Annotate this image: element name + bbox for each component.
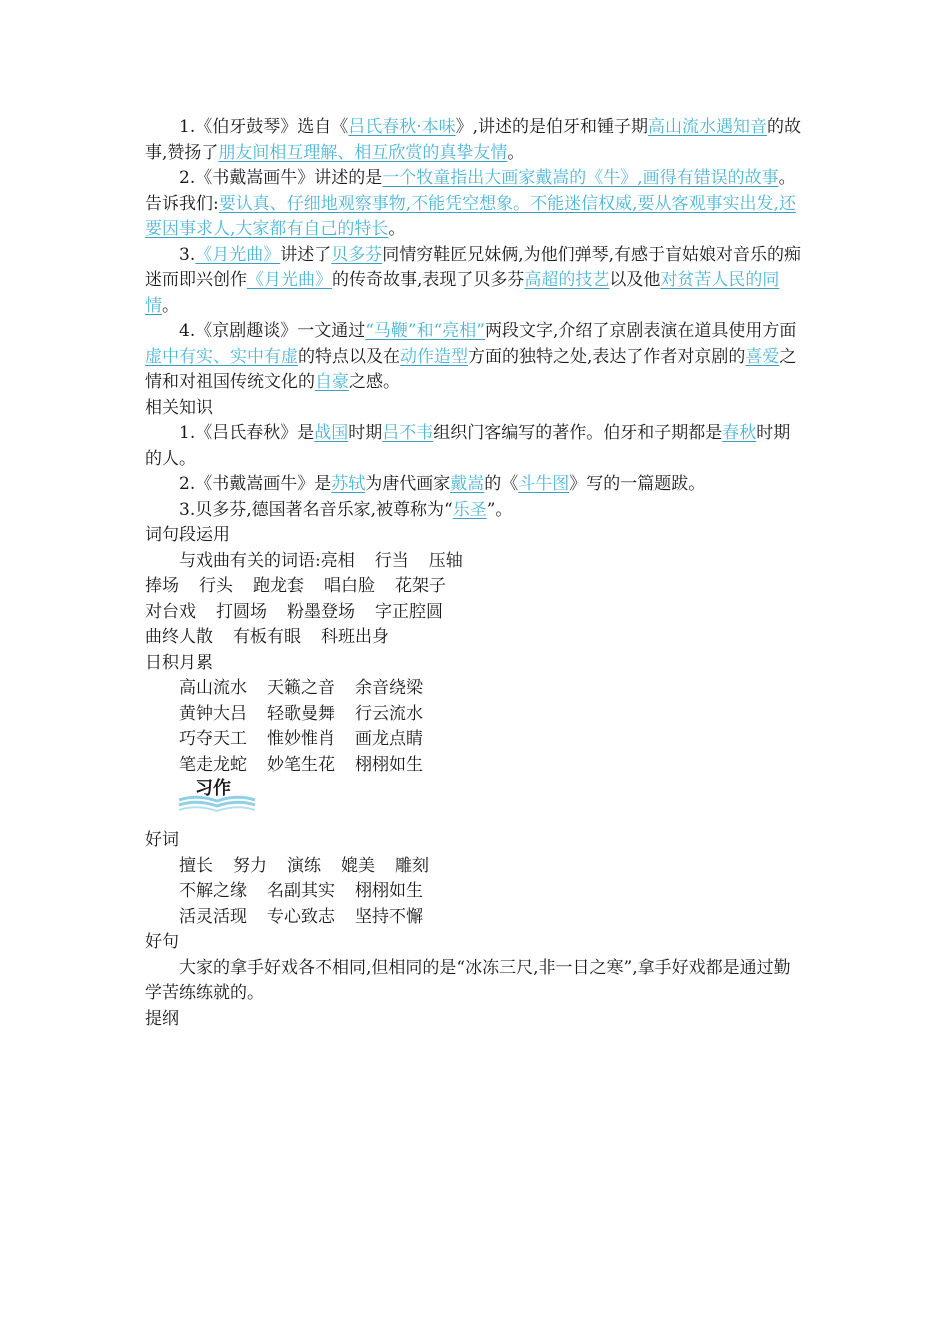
question-text: 。 [388, 219, 406, 239]
word-item: 媲美 [341, 855, 375, 876]
answer-text: 戴嵩 [450, 474, 485, 494]
answer-text: 战国 [314, 423, 349, 443]
idiom-item: 巧夺天工 [179, 729, 247, 749]
question-text: 1.《吕氏春秋》是 [179, 423, 315, 443]
question-text: 组织门客编写的著作。伯牙和子期都是 [433, 423, 723, 443]
question-text: 的《 [484, 474, 519, 494]
question-text: 以及他 [609, 270, 661, 290]
word-item: 行当 [374, 550, 409, 571]
word-item: 演练 [287, 855, 321, 876]
answer-text: 动作造型 [400, 346, 468, 367]
answer-text: 乐圣 [452, 499, 487, 520]
word-usage-heading: 词句段运用 [145, 525, 230, 545]
idiom-list [145, 676, 805, 778]
word-item: 科班出身 [321, 627, 389, 647]
worksheet-page [145, 115, 805, 1032]
answer-text: 吕氏春秋·本味 [348, 117, 456, 137]
lesson-note-3 [145, 243, 805, 320]
word-item: 雕刻 [395, 855, 429, 876]
idiom-item: 轻歌曼舞 [267, 703, 335, 724]
answer-text: 虚中有实、实中有虚 [145, 346, 298, 367]
question-text: ”。 [486, 499, 513, 520]
question-text: 3.贝多芬,德国著名音乐家,被尊称为“ [179, 499, 453, 520]
good-sentence: 大家的拿手好戏各不相同,但相同的是“冰冻三尺,非一日之寒”,拿手好戏都是通过勤学苦练练就的。 [145, 957, 791, 1003]
word-item: 栩栩如生 [355, 881, 423, 901]
related-knowledge-heading: 相关知识 [145, 397, 213, 418]
answer-text: 高超的技艺 [524, 270, 610, 290]
word-item: 对台戏 [145, 601, 196, 622]
word-item: 曲终人散 [145, 627, 213, 647]
word-item: 花架子 [395, 576, 446, 596]
idiom-item: 惟妙惟肖 [267, 729, 335, 749]
related-note-1 [145, 421, 805, 472]
idiom-item: 余音绕梁 [355, 678, 423, 698]
idiom-item: 高山流水 [179, 678, 247, 698]
word-item: 专心致志 [267, 906, 335, 927]
writing-section-banner [177, 778, 257, 826]
lesson-note-1 [145, 115, 805, 166]
related-knowledge-list [145, 421, 805, 523]
question-text: 1.《伯牙鼓琴》选自《 [179, 117, 349, 137]
answer-text: 高山流水遇知音 [648, 117, 768, 137]
word-item: 不解之缘 [179, 881, 247, 901]
idiom-item: 黄钟大吕 [179, 703, 247, 724]
lesson-note-2 [145, 166, 805, 243]
question-text: 之感。 [349, 372, 400, 392]
word-item: 努力 [233, 855, 267, 876]
answer-text: 《月光曲》 [247, 270, 332, 290]
word-item: 唱白脸 [324, 576, 375, 596]
lesson-summaries [145, 115, 805, 396]
daily-accumulation-heading: 日积月累 [145, 652, 213, 673]
question-text: 2.《书戴嵩画牛》讲述的是 [179, 168, 383, 188]
writing-banner-title: 习作 [195, 778, 231, 799]
word-item: 打圆场 [216, 601, 267, 622]
answer-text: 一个牧童指出大画家戴嵩的《牛》,画得有错误的故事 [382, 168, 779, 188]
question-text: 的特点以及在 [298, 346, 400, 367]
word-item: 坚持不懈 [355, 906, 423, 927]
idiom-item: 笔走龙蛇 [179, 754, 247, 775]
word-item: 字正腔圆 [375, 601, 443, 622]
good-sentence-heading: 好句 [145, 932, 179, 952]
word-item: 跑龙套 [253, 576, 304, 596]
question-text: 时期 [348, 423, 383, 443]
good-words-list [145, 854, 805, 931]
answer-text: 喜爱 [745, 346, 780, 367]
idiom-item: 妙笔生花 [267, 754, 335, 775]
answer-text: 对贫苦人民的同情 [145, 270, 780, 316]
opera-words [145, 549, 805, 651]
answer-text: 吕不韦 [382, 423, 434, 443]
answer-text: 贝多芬 [331, 244, 383, 265]
answer-text: 要认真、仔细地观察事物,不能凭空想象。不能迷信权威,要从客观事实出发,还要因事求人,大家都有自己的特长 [145, 193, 796, 239]
question-text: 时期的人。 [145, 423, 791, 469]
word-item: 活灵活现 [179, 906, 247, 927]
question-text: 。 [162, 295, 179, 316]
question-text: 的故事,赞扬了 [145, 117, 802, 163]
word-item: 压轴 [428, 550, 463, 571]
word-item: 捧场 [145, 576, 179, 596]
word-item: 行头 [199, 576, 233, 596]
idiom-item: 行云流水 [355, 703, 423, 724]
related-note-3 [145, 498, 805, 524]
question-text: 两段文字,介绍了京剧表演在道具使用方面 [485, 321, 797, 341]
answer-text: 朋友间相互理解、相互欣赏的真挚友情 [218, 142, 508, 163]
question-text: 》,讲述的是伯牙和锺子期 [455, 117, 649, 137]
question-text: 4.《京剧趣谈》一文通过 [179, 321, 366, 341]
answer-text: 苏轼 [331, 474, 366, 494]
related-note-2 [145, 472, 805, 498]
question-text: 的传奇故事,表现了贝多芬 [332, 270, 525, 290]
question-text: 》写的一篇题跋。 [569, 474, 706, 494]
idiom-item: 天籁之音 [267, 678, 335, 698]
question-text: 之情和对祖国传统文化的 [145, 346, 797, 392]
good-words-heading: 好词 [145, 830, 179, 850]
lesson-note-4 [145, 319, 805, 396]
outline-heading: 提纲 [145, 1008, 179, 1029]
answer-text: 自豪 [315, 372, 349, 392]
question-text: 3. [179, 244, 196, 265]
question-text: 。 [507, 142, 525, 163]
answer-text: 春秋 [722, 423, 757, 443]
question-text: 同情穷鞋匠兄妹俩,为他们弹琴,有感于盲姑娘对音乐的痴迷而即兴创作 [145, 244, 802, 290]
answer-text: 《月光曲》 [195, 244, 281, 265]
answer-text: “马鞭”和“亮相” [365, 321, 485, 341]
question-text: 为唐代画家 [365, 474, 451, 494]
question-text: 。告诉我们: [145, 168, 796, 214]
word-item: 擅长 [179, 855, 213, 876]
answer-text: 斗牛图 [518, 474, 570, 494]
question-text: 讲述了 [280, 244, 332, 265]
question-text: 2.《书戴嵩画牛》是 [179, 474, 332, 494]
word-item: 粉墨登场 [287, 601, 355, 622]
idiom-item: 画龙点睛 [355, 729, 423, 749]
word-item: 有板有眼 [233, 627, 301, 647]
question-text: 方面的独特之处,表达了作者对京剧的 [468, 346, 746, 367]
opera-words-intro: 与戏曲有关的词语:亮相 [179, 550, 355, 571]
idiom-item: 栩栩如生 [355, 754, 423, 775]
word-item: 名副其实 [267, 881, 335, 901]
